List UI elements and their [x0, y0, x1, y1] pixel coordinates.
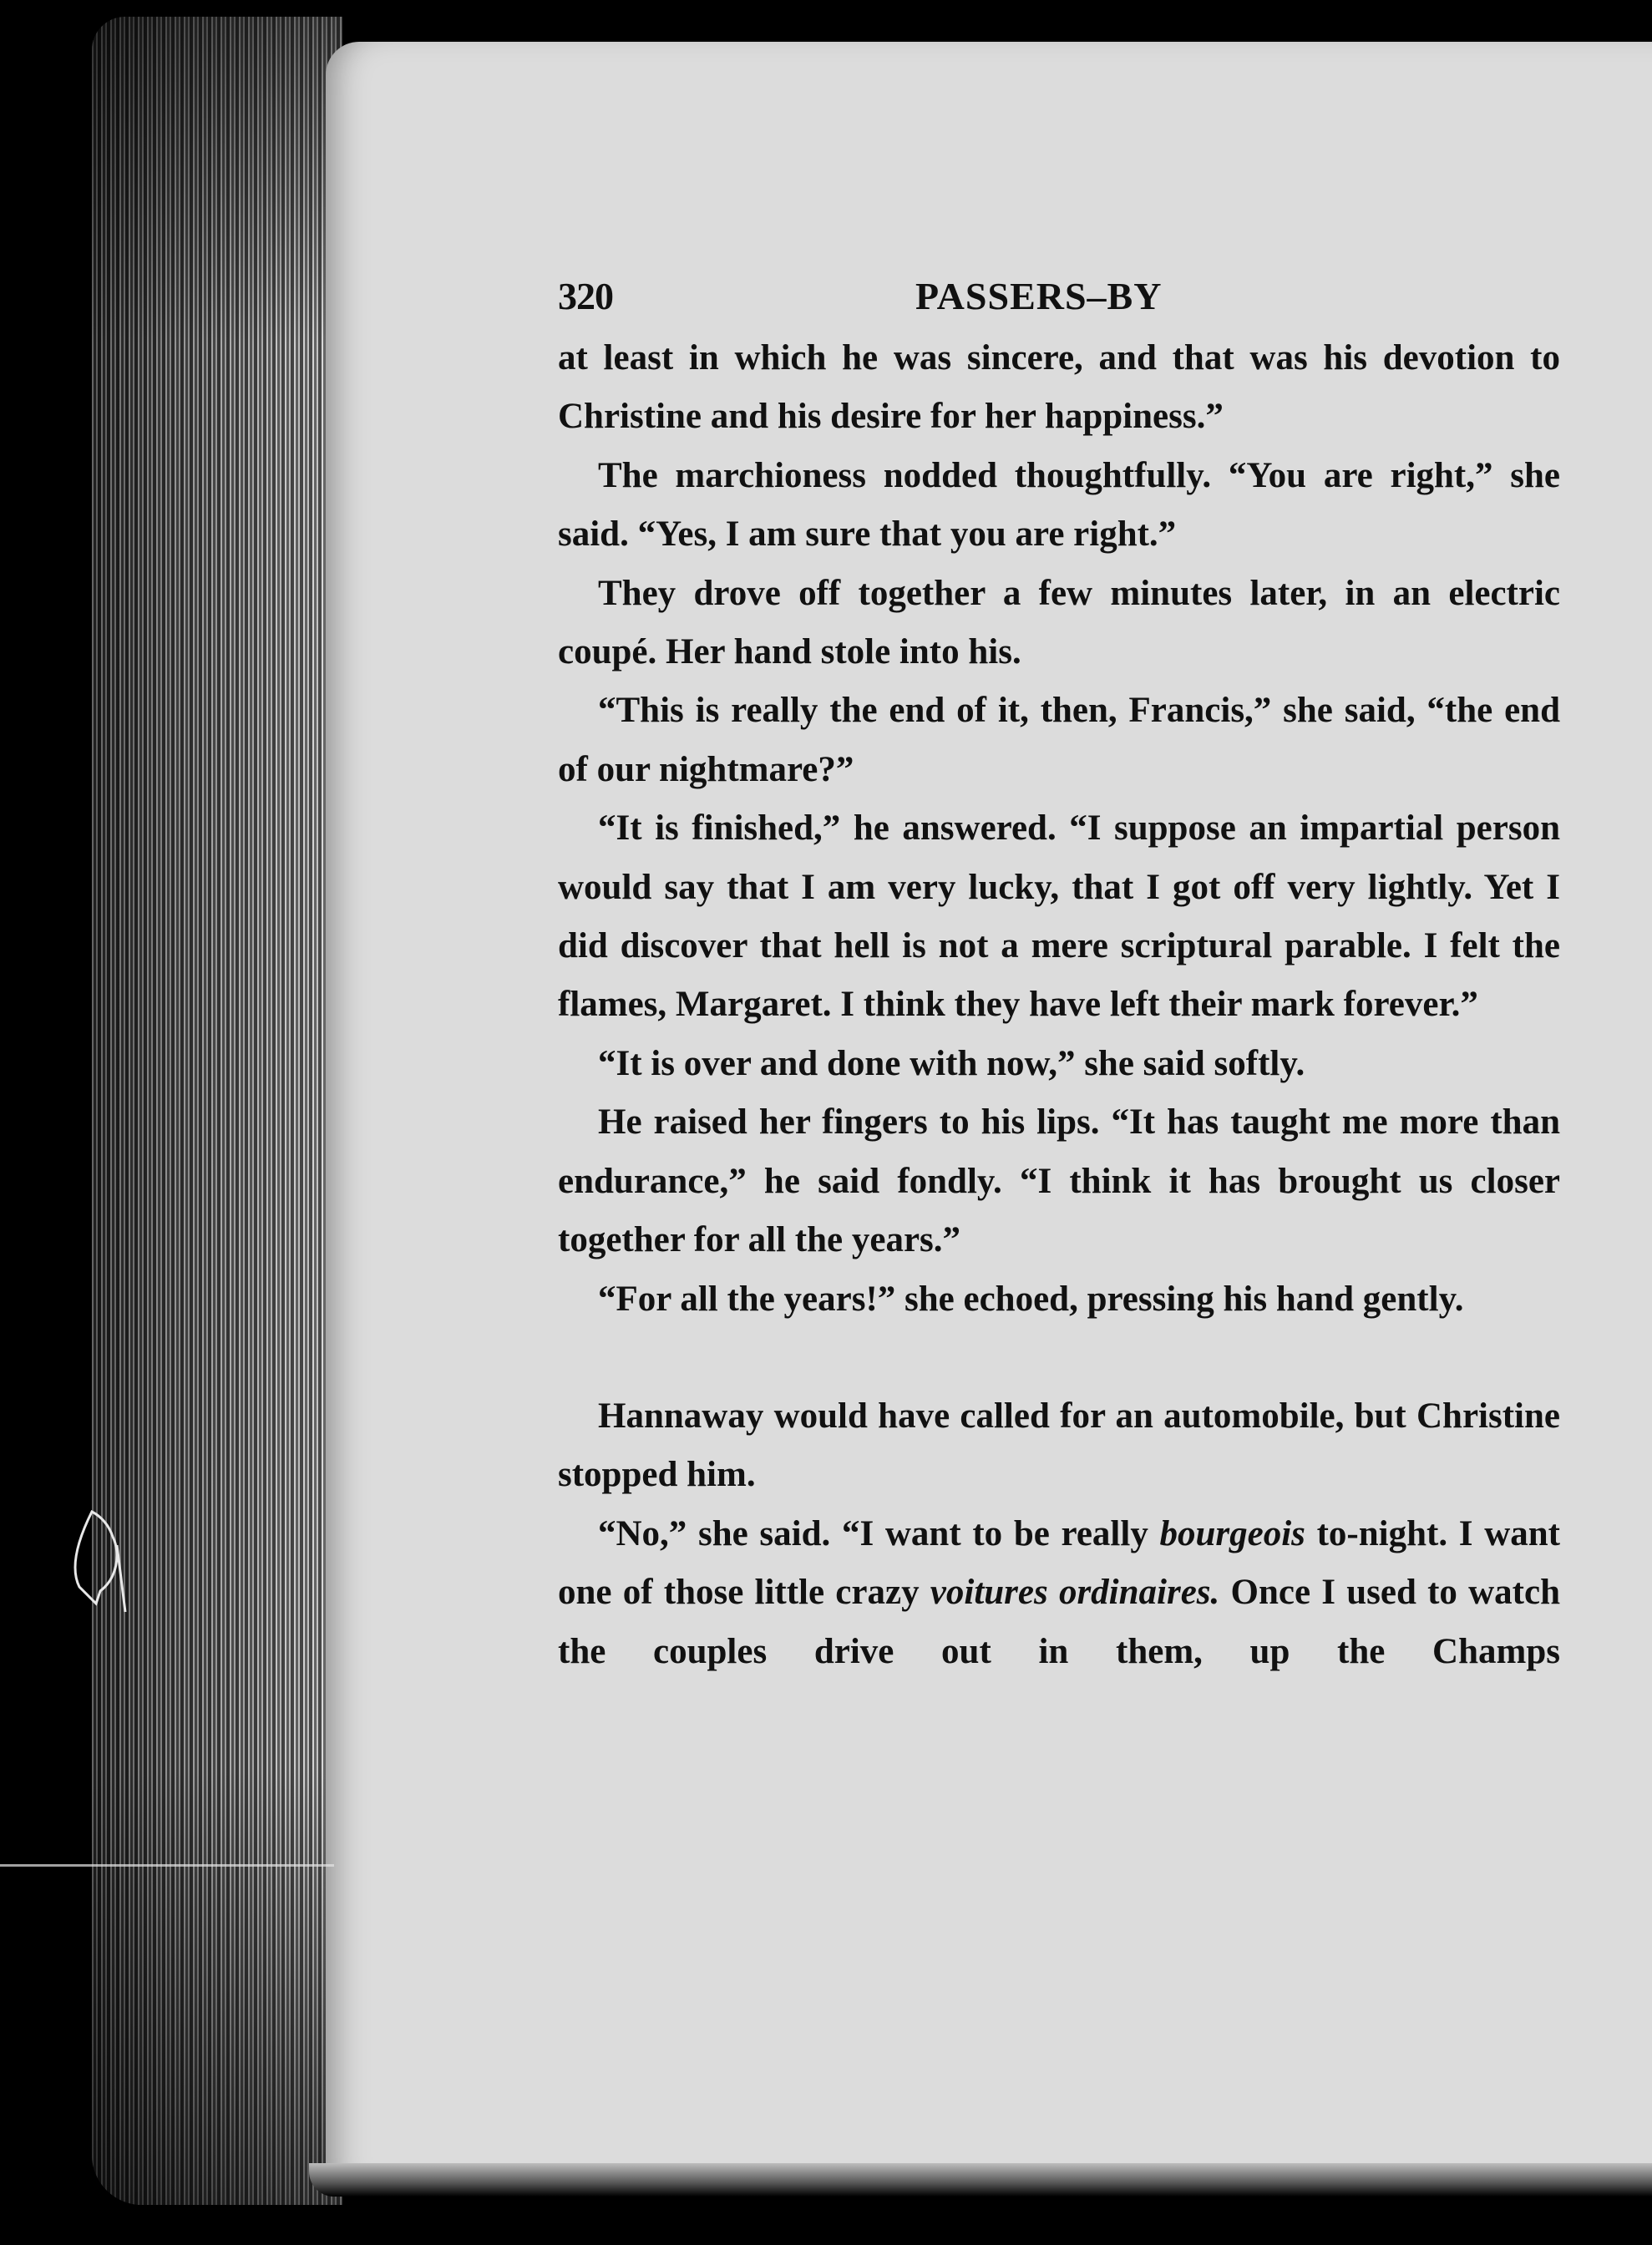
paragraph: at least in which he was sincere, and that was his devotion to Christine and his desire for her happiness.”	[558, 338, 1560, 437]
paragraph: “This is really the end of it, then, Francis,” she said, “the end of our nightmare?”	[558, 691, 1560, 789]
section-break	[558, 1329, 1560, 1387]
paragraph: “It is over and done with now,” she said softly.	[598, 1043, 1305, 1083]
paragraph: “For all the years!” she echoed, pressing his hand gently.	[598, 1279, 1464, 1319]
text-run: “No,” she said. “I want to be really	[598, 1513, 1160, 1553]
paragraph: Hannaway would have called for an automobile, but Christine stopped him.	[558, 1396, 1560, 1495]
paragraph: They drove off together a few minutes later, in an electric coupé. Her hand stole into his.	[558, 573, 1560, 672]
italic-text: bourgeois	[1159, 1513, 1305, 1553]
page-number: 320	[558, 275, 613, 317]
scan-artifact-line	[0, 1864, 334, 1867]
italic-text: voitures ordinaires.	[930, 1573, 1220, 1613]
paragraph: “It is finished,” he answered. “I suppose an impartial person would say that I am very lucky, that I got off very lightly. Yet I did discover that hell is not a mere scriptural parable. I felt the flames, Margaret. I think they have left their mark forever.”	[558, 808, 1560, 1025]
book-page-edges	[92, 17, 342, 2205]
text-run: to-night. I want one of those little crazy	[558, 1513, 1560, 1613]
running-title: PASSERS–BY	[915, 275, 1163, 317]
running-head	[558, 267, 1560, 326]
paragraph: He raised her fingers to his lips. “It has taught me more than endurance,” he said fondly. “I think it has brought us closer together for all the years.”	[558, 1102, 1560, 1260]
edge-scratch-mark	[67, 1503, 142, 1620]
paragraph: The marchioness nodded thoughtfully. “You are right,” she said. “Yes, I am sure that you are right.”	[558, 455, 1560, 555]
page-bottom-edge	[309, 2163, 1652, 2197]
text-run: Once I used to watch the couples drive out in them, up the Champs	[558, 1573, 1560, 1671]
paragraph	[558, 1505, 1560, 1681]
page-text-block	[558, 267, 1560, 1681]
